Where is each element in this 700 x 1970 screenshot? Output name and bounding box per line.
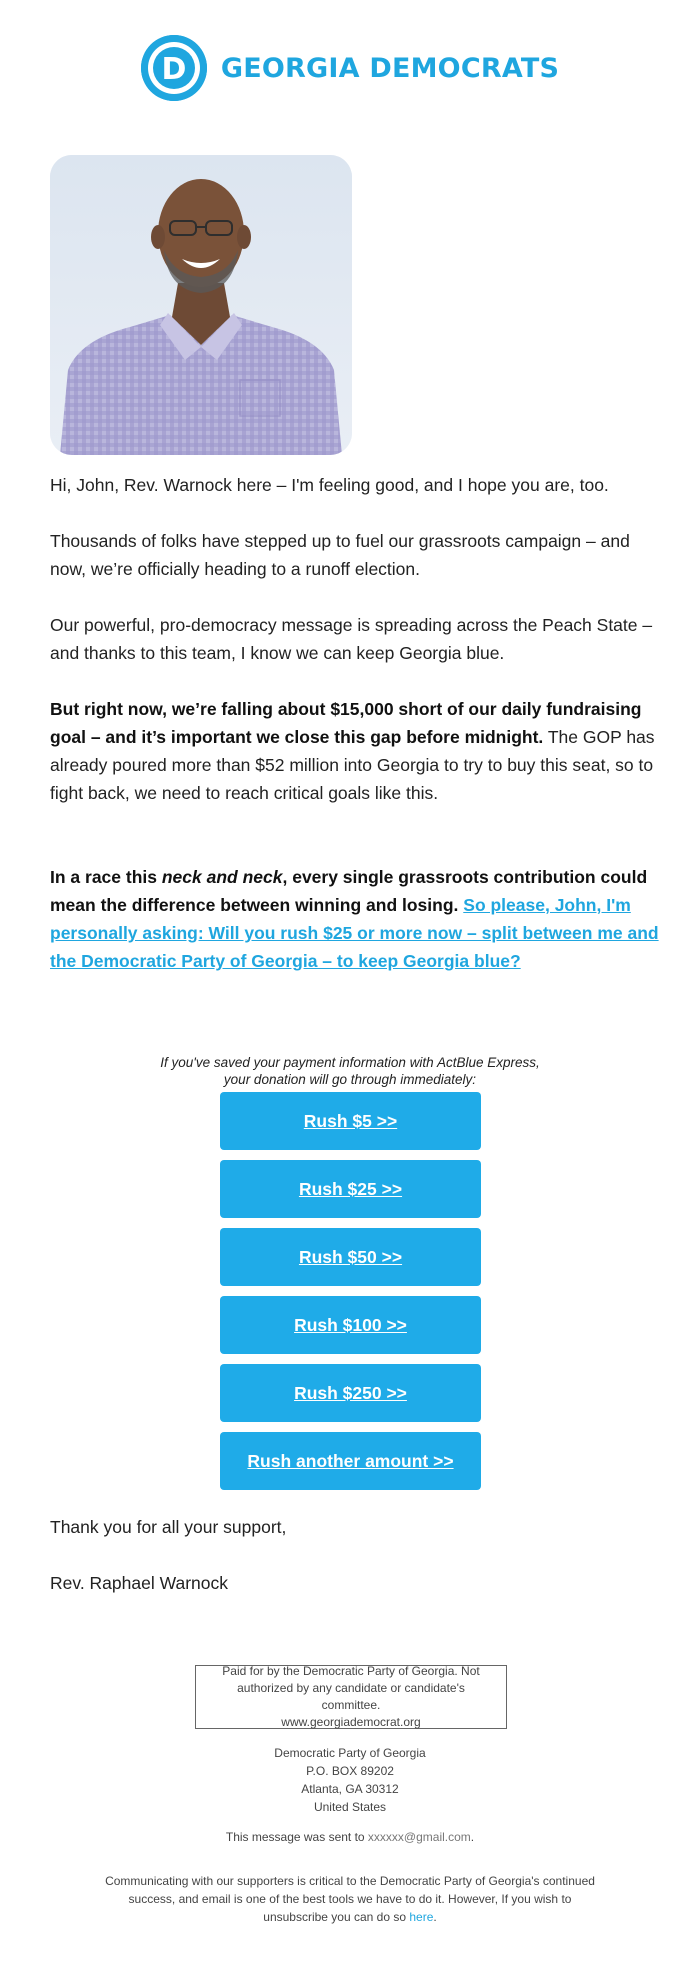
rush-250-button[interactable]: Rush $250 >> xyxy=(220,1364,481,1422)
disclaimer-website: www.georgiademocrat.org xyxy=(281,1715,421,1729)
note-line-1: If you've saved your payment information with ActBlue Express, xyxy=(160,1055,540,1070)
sent-suffix: . xyxy=(470,1830,475,1844)
unsubscribe-text: Communicating with our supporters is critical to the Democratic Party of Georgia's continued success, and email is one of the best tools we have to do it. However, If you wish to unsubscribe you can do so xyxy=(105,1874,595,1924)
rush-5-button[interactable]: Rush $5 >> xyxy=(220,1092,481,1150)
greeting-paragraph: Hi, John, Rev. Warnock here – I'm feeling good, and I hope you are, too. xyxy=(50,475,609,495)
mailing-address xyxy=(0,1744,700,1816)
disclaimer-line-1: Paid for by the Democratic Party of Georgia. Not xyxy=(222,1664,480,1678)
georgia-democrats-logo-icon xyxy=(141,35,207,101)
signature: Rev. Raphael Warnock xyxy=(50,1573,228,1593)
sent-prefix: This message was sent to xyxy=(225,1830,368,1844)
brand-name: GEORGIA DEMOCRATS xyxy=(220,52,560,84)
rush-50-button[interactable]: Rush $50 >> xyxy=(220,1228,481,1286)
address-po-box: P.O. BOX 89202 xyxy=(306,1764,394,1778)
race-text-italic: neck and neck xyxy=(161,867,283,887)
fundraising-goal-text: But right now, we’re falling about $15,000 short of our daily fundraising goal – and it’s important we close this gap before midnight. xyxy=(50,699,642,747)
gop-spending-text: The GOP has already poured more than $52 million into Georgia to try to buy this seat, so to fight back, we need to reach critical goals like this. xyxy=(50,727,655,803)
sent-to-line xyxy=(0,1830,700,1844)
disclaimer-line-2: authorized by any candidate or candidate's committee. xyxy=(237,1681,465,1712)
recipient-email: xxxxxx@gmail.com xyxy=(367,1830,471,1844)
actblue-express-note xyxy=(0,1054,700,1088)
address-city: Atlanta, GA 30312 xyxy=(301,1782,399,1796)
fundraising-paragraph xyxy=(50,695,660,807)
rush-25-button[interactable]: Rush $25 >> xyxy=(220,1160,481,1218)
race-text-a: In a race this xyxy=(50,867,162,887)
campaign-paragraph: Thousands of folks have stepped up to fuel our grassroots campaign – and now, we’re officially heading to a runoff election. xyxy=(50,531,630,579)
candidate-photo xyxy=(50,155,352,455)
email-header xyxy=(0,34,700,102)
logo-letter: D xyxy=(161,52,187,87)
note-line-2: your donation will go through immediately: xyxy=(223,1072,477,1087)
address-org: Democratic Party of Georgia xyxy=(274,1746,426,1760)
thanks-line: Thank you for all your support, xyxy=(50,1517,287,1537)
paid-for-disclaimer xyxy=(195,1665,507,1729)
unsubscribe-link[interactable]: here xyxy=(409,1910,434,1924)
address-country: United States xyxy=(313,1800,387,1814)
rush-100-button[interactable]: Rush $100 >> xyxy=(220,1296,481,1354)
message-paragraph: Our powerful, pro-democracy message is spreading across the Peach State – and thanks to this team, I know we can keep Georgia blue. xyxy=(50,615,653,663)
rush-another-amount-button[interactable]: Rush another amount >> xyxy=(220,1432,481,1490)
donate-ask-link[interactable]: So please, John, I'm personally asking: Will you rush $25 or more now – split between me and the Democratic Party of Georgia – to keep Georgia blue? xyxy=(50,895,659,971)
ask-paragraph xyxy=(50,863,660,975)
unsubscribe-notice xyxy=(100,1872,600,1926)
race-text-b: , every single grassroots contribution could mean the difference between winning and losing. xyxy=(50,867,648,915)
unsubscribe-end: . xyxy=(433,1910,437,1924)
